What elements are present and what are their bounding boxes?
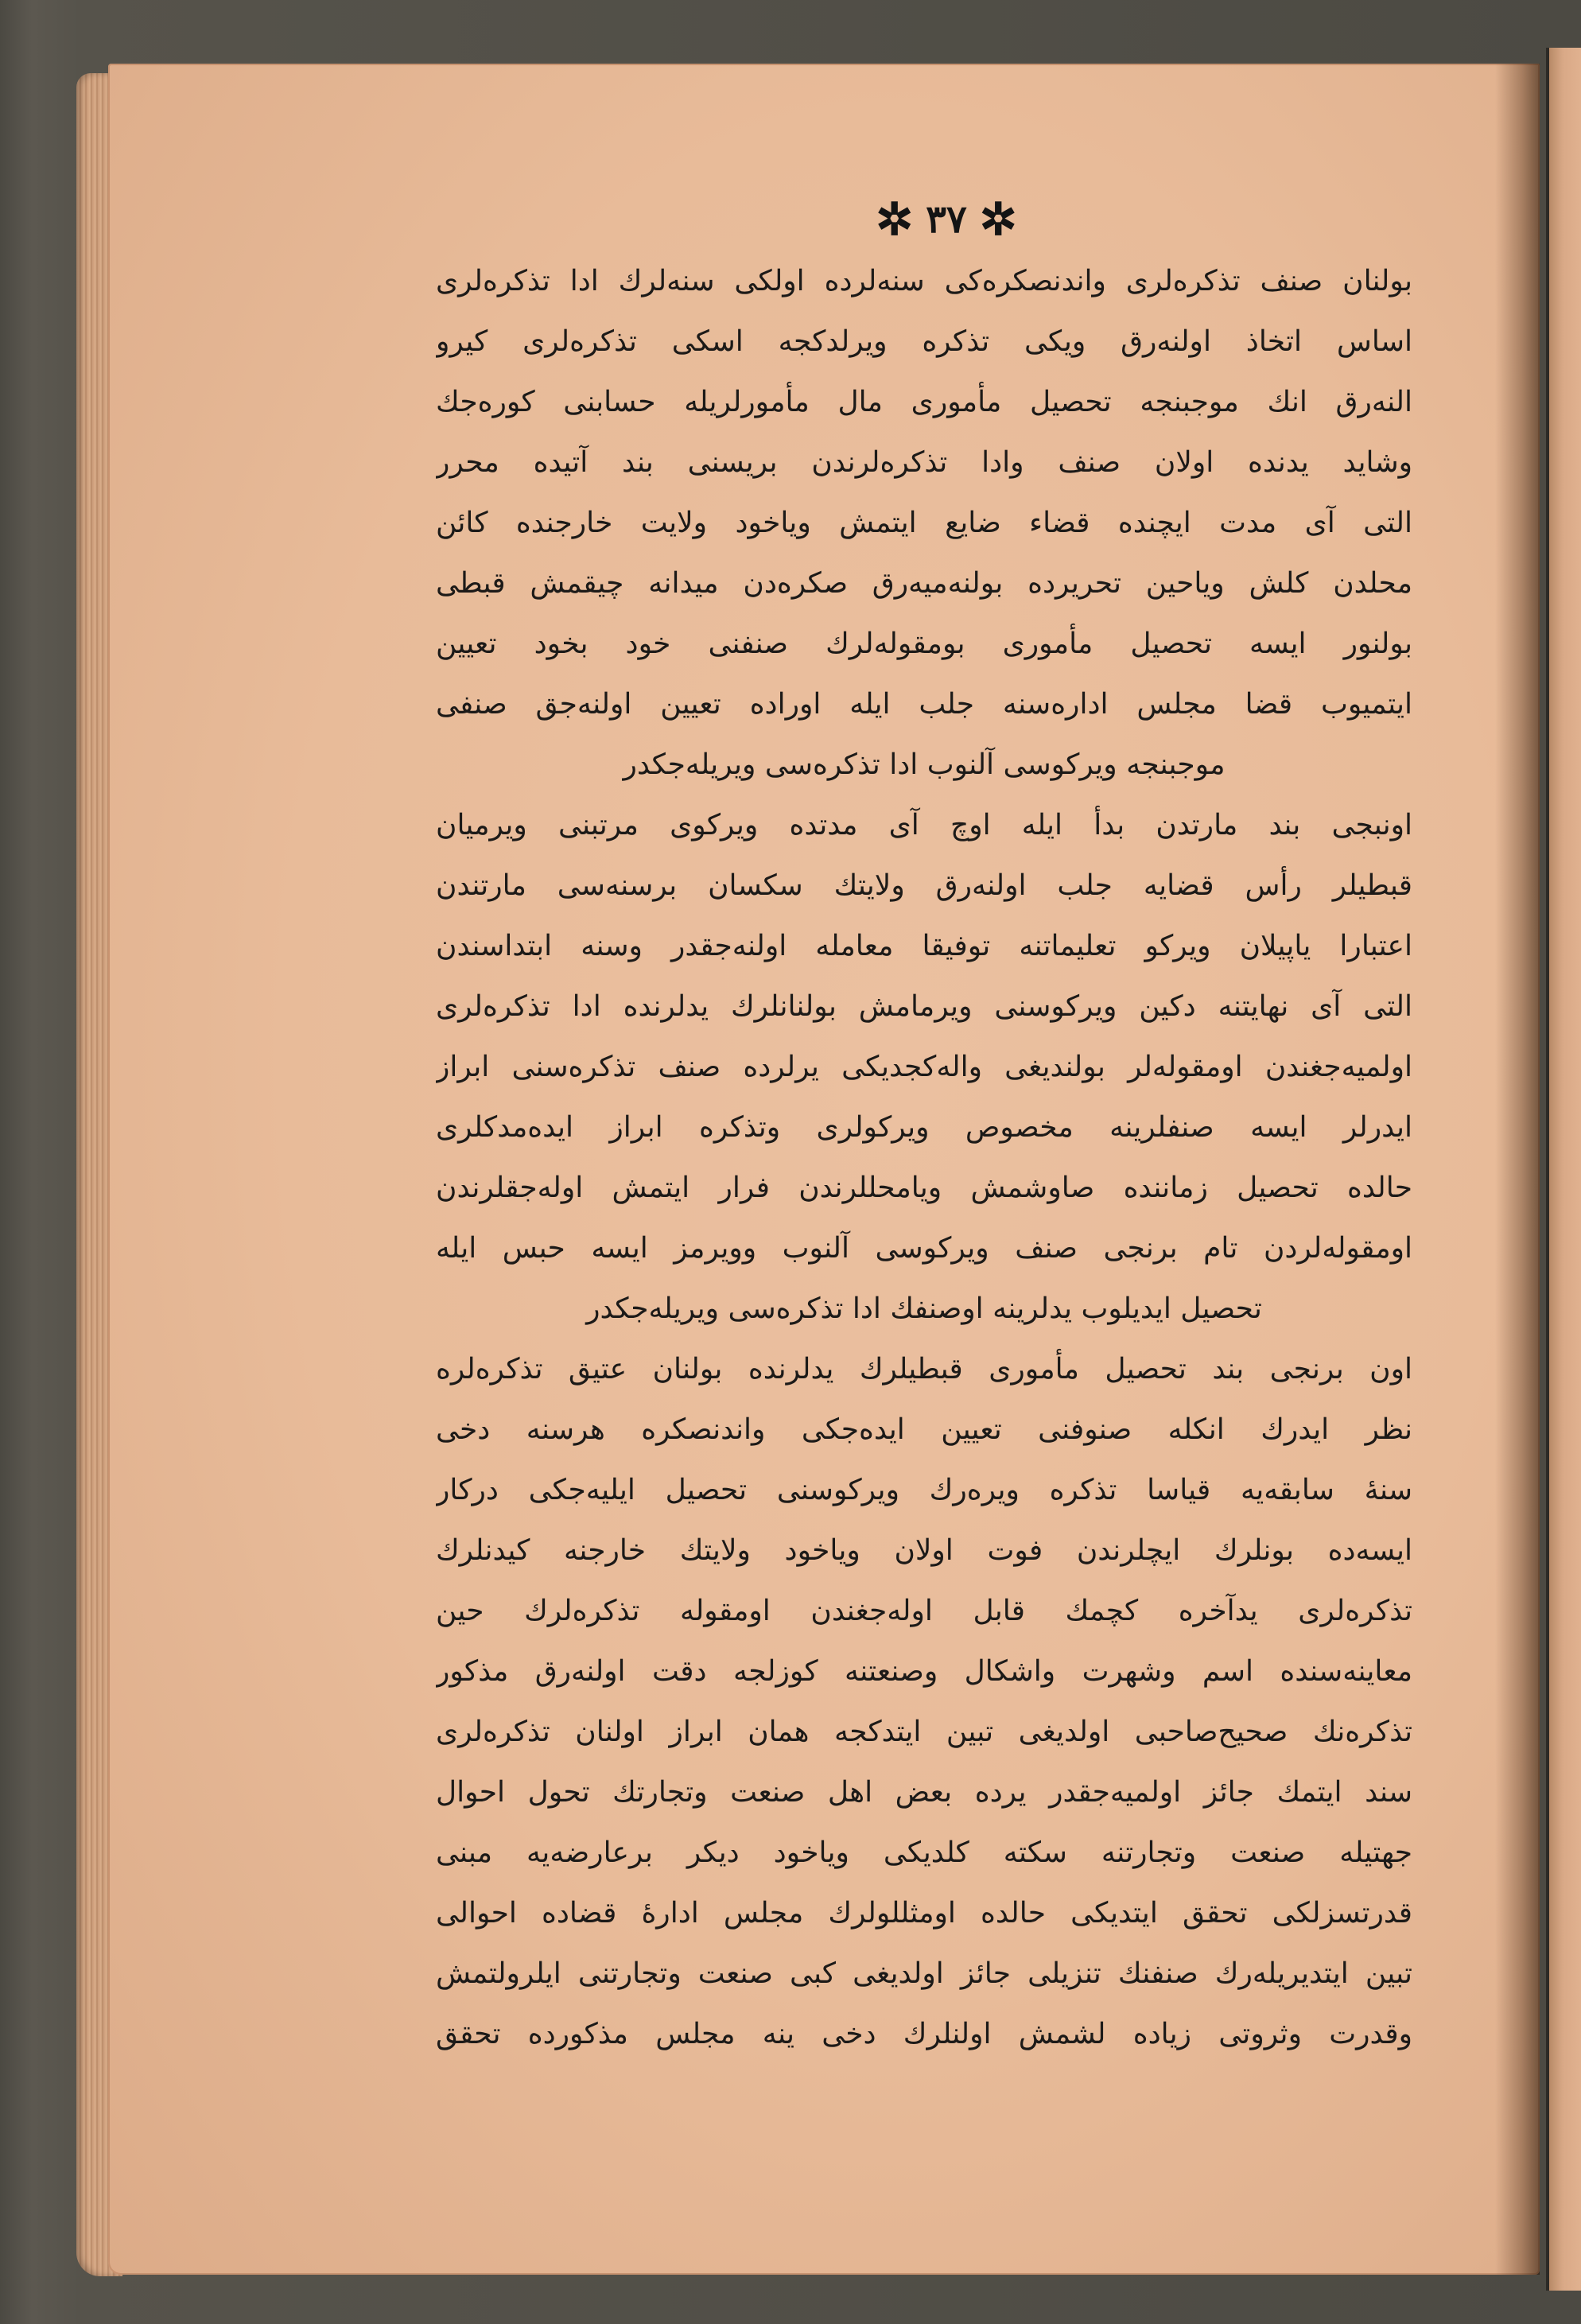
text-line: تذکره‌نك صحیح‌صاحبی اولدیغی تبین ایتدکجه همان ابراز اولنان تذکره‌لری bbox=[436, 1716, 1412, 1748]
text-line: حالده تحصیل زماننده صاوشمش ویامحللرندن فرار ایتمش اوله‌جقلرندن bbox=[436, 1172, 1412, 1204]
text-line: تبین ایتدیریله‌رك صنفنك تنزیلی جائز اولدیغی کبی صنعت وتجارتنی ایلرولتمش bbox=[436, 1957, 1412, 1990]
text-line: اعتبارا یاپیلان ویرکو تعلیماتنه توفیقا معامله اولنه‌جقدر وسنه ابتداسندن bbox=[436, 930, 1412, 962]
text-line: بولنان صنف تذكره‌لری واندنصکره‌کی سنه‌لرده اولکی سنه‌لرك ادا تذکره‌لری bbox=[436, 265, 1412, 297]
text-line: اولمیه‌جغندن اومقوله‌لر بولندیغی واله‌کجدیکی یرلرده صنف تذکره‌سنی ابراز bbox=[436, 1051, 1412, 1083]
text-line: قدرتسزلکی تحقق ایتدیکی حالده اومثللولرك مجلس ادارهٔ قضاده احوالی bbox=[436, 1897, 1412, 1930]
text-line: التی آی نهایتنه دکین ویرکوسنی ویرمامش بولنانلرك یدلرنده ادا تذکره‌لری bbox=[436, 990, 1412, 1023]
text-line: تحصیل ایدیلوب یدلرینه اوصنفك ادا تذکره‌سی ویریله‌جکدر bbox=[586, 1292, 1262, 1325]
page-header bbox=[859, 194, 1034, 245]
text-line: محلدن کلش ویاحین تحریرده بولنه‌میه‌رق صکره‌دن میدانه چیقمش قبطی bbox=[436, 567, 1412, 600]
ornament-right-icon: ✲ bbox=[979, 193, 1017, 246]
text-line: وقدرت وثروتی زیاده لشمش اولنلرك دخی ینه مجلس مذکورده تحقق bbox=[436, 2018, 1412, 2050]
text-line: ایدرلر ایسه صنفلرینه مخصوص ویرکولری وتذکره ابراز ایده‌مدکلری bbox=[436, 1111, 1412, 1144]
text-line: موجبنجه ویرکوسی آلنوب ادا تذکره‌سی ویریله‌جکدر bbox=[623, 748, 1226, 781]
text-line: جهتیله صنعت وتجارتنه سکته کلدیکی ویاخود دیکر برعارضه‌یه مبنی bbox=[436, 1836, 1412, 1869]
body-text bbox=[436, 251, 1412, 2065]
text-line: سنهٔ سابقه‌یه قیاسا تذکره ویره‌رك ویرکوسنی تحصیل ایلیه‌جکی درکار bbox=[436, 1474, 1412, 1506]
spine-shadow bbox=[1495, 64, 1540, 2275]
text-line: نظر ایدرك انکله صنوفنی تعیین ایده‌جکی واندنصکره هرسنه دخی bbox=[436, 1413, 1412, 1446]
text-line: قبطیلر رأس قضایه جلب اولنه‌رق ولایتك سکسان برسنه‌سی مارتندن bbox=[436, 869, 1412, 902]
text-line: ایسه‌ده بونلرك ایچلرندن فوت اولان ویاخود ولایتك خارجنه کیدنلرك bbox=[436, 1534, 1412, 1567]
page-number: ٣٧ bbox=[926, 197, 967, 242]
next-page-edge bbox=[1546, 48, 1581, 2291]
text-line: اومقوله‌لردن تام برنجی صنف ویرکوسی آلنوب وویرمز ایسه حبس ایله bbox=[436, 1232, 1412, 1265]
text-line: اساس اتخاذ اولنه‌رق ویکی تذکره ویرلدکجه اسکی تذکره‌لری کیرو bbox=[436, 325, 1412, 358]
text-line: اونبجی بند مارتدن بدأ ایله اوچ آی مدتده ویرکوی مرتبنی ویرمیان bbox=[436, 809, 1412, 841]
text-line: اون برنجی بند تحصیل مأموری قبطیلرك یدلرنده بولنان عتیق تذکره‌لره bbox=[436, 1353, 1412, 1385]
ornament-left-icon: ✲ bbox=[876, 193, 914, 246]
text-line: تذکره‌لری یدآخره کچمك قابل اوله‌جغندن اومقوله تذکره‌لرك حین bbox=[436, 1595, 1412, 1627]
text-line: النه‌رق انك موجبنجه تحصیل مأموری مال مأمورلریله حسابنی کوره‌جك bbox=[436, 386, 1412, 418]
text-line: التی آی مدت ایچنده قضاء ضایع ایتمش ویاخود ولایت خارجنده کائن bbox=[436, 507, 1412, 539]
text-line: سند ایتمك جائز اولمیه‌جقدر یرده بعض اهل صنعت وتجارتك تحول احوال bbox=[436, 1776, 1412, 1809]
text-line: بولنور ایسه تحصیل مأموری بومقوله‌لرك صنفنی خود بخود تعیین bbox=[436, 628, 1412, 660]
text-line: وشاید یدنده اولان صنف وادا تذکره‌لرندن بریسنی بند آتیده محرر bbox=[436, 446, 1412, 479]
text-line: ایتمیوب قضا مجلس اداره‌سنه جلب ایله اوراده تعیین اولنه‌جق صنفی bbox=[436, 688, 1412, 721]
text-line: معاینه‌سنده اسم وشهرت واشکال وصنعتنه کوزلجه دقت اولنه‌رق مذکور bbox=[436, 1655, 1412, 1688]
